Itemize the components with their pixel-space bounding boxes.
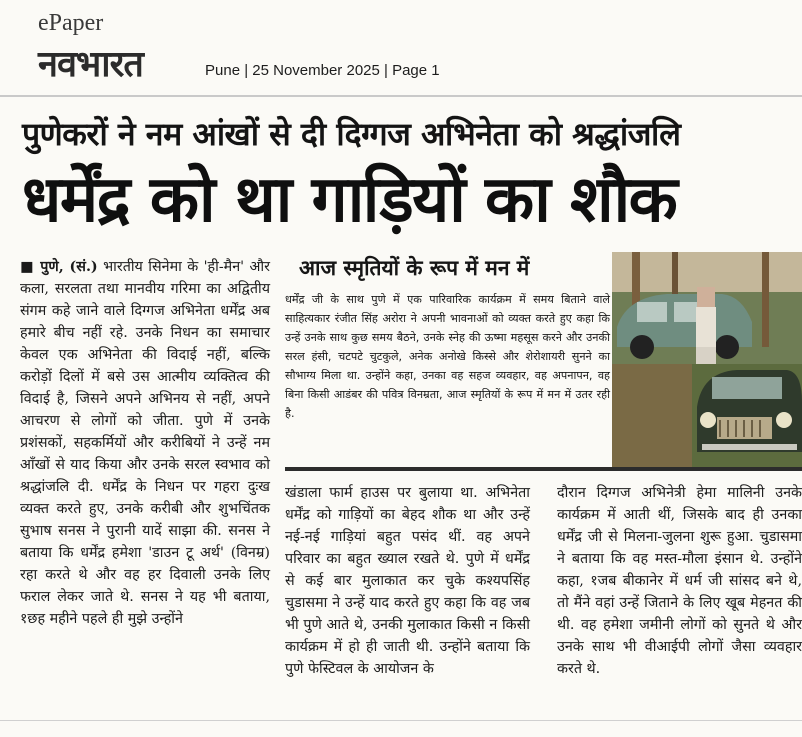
bullet-icon: ■ — [20, 259, 41, 275]
article-column-1 — [20, 256, 270, 630]
article-column-2: खंडाला फार्म हाउस पर बुलाया था. अभिनेता धर्मेंद्र को गाड़ियों का बेहद शौक था और उन्हें नई-नई गाड़ियां बहुत पसंद थीं. वह अपने परिवार का बहुत ख्याल रखते थे. पुणे में धर्मेंद्र से कई बार मुलाकात कर चुके कश्यपसिंह चुडासमा ने उन्हें याद करते हुए कहा कि वह जब भी पुणे आते थे, उनकी मुलाकात किसी न किसी कार्यक्रम में हो ही जाती थी. उन्होंने बताया कि पुणे फेस्टिवल के आयोजन के — [285, 485, 530, 677]
article-kicker: पुणेकरों ने नम आंखों से दी दिग्गज अभिनेता को श्रद्धांजलि — [22, 115, 681, 153]
section-divider — [285, 467, 802, 471]
article-byline: पुणे, (सं.) — [40, 259, 98, 275]
masthead-divider — [0, 95, 802, 97]
column-1-text: भारतीय सिनेमा के 'ही-मैन' और कला, सरलता तथा मानवीय गरिमा का अद्वितीय संगम कहे जाने वाले दिग्गज अभिनेता धर्मेंद्र अब हमारे बीच नहीं रहे. उनके निधन का समाचार केवल एक अभिनेता की विदाई नहीं, बल्कि करोड़ों दिलों में बसे उस आत्मीय व्यक्तित्व की विदाई है, जिसने अपने अभिनय से नहीं, अपने आचरण से लोगों को जीता. पुणे में उनके प्रशंसकों, सहकर्मियों और करीबियों ने उन्हें नम आँखों से याद किया और उनके सरल स्वभाव को श्रद्धांजलि दी. धर्मेंद्र के निधन पर गहरा दुःख व्यक्त करते हुए, उनके करीबी और शुभचिंतक सुभाष सनस ने पुरानी यादें साझा की. सनस ने बताया कि धर्मेंद्र हमेशा 'डाउन टू अर्थ' (विनम्र) रहा करते थे और वह हर दिवाली उनके लिए फराल लेकर जाते थे. सनस ने यह भी बताया, १छह महीने पहले ही मुझे उन्होंने — [20, 259, 270, 627]
edition-info: Pune | 25 November 2025 | Page 1 — [205, 62, 440, 79]
article-headline: धर्मेंद्र को था गाड़ियों का शौक — [22, 163, 677, 237]
page-bottom-rule — [0, 720, 802, 721]
vintage-car-photo-image — [612, 252, 802, 467]
sidebar-box-title: आज स्मृतियों के रूप में मन में — [299, 256, 530, 280]
sidebar-box-text: धर्मेंद्र जी के साथ पुणे में एक पारिवारिक कार्यक्रम में समय बिताने वाले साहित्यकार रंजीत सिंह अरोरा ने अपनी भावनाओं को व्यक्त करते हुए कहा कि उन्हें उनके साथ कुछ समय बैठने, उनके स्नेह की ऊष्मा महसूस करने और उनकी सरल हंसी, चटपटे चुटकुले, अनेक अनोखे किस्से और शेरोशायरी सुनने का सौभाग्य मिला था. उन्होंने कहा, उनका वह सहज व्यवहार, वह अपनापन, वह बिना किसी आडंबर की पवित्र विनम्रता, आज स्मृतियों के रूप में मन में उतर रही है. — [285, 293, 610, 420]
newspaper-logo[interactable]: नवभारत — [38, 44, 143, 85]
masthead — [0, 0, 802, 95]
article-photo — [612, 252, 802, 467]
epaper-label: ePaper — [38, 10, 104, 36]
article-column-3: दौरान दिग्गज अभिनेत्री हेमा मालिनी उनके कार्यक्रम में आती थीं, जिसके बाद ही उनका धर्मेंद्र जी से मिलना-जुलना शुरू हुआ. चुडासमा ने बताया कि वह मस्त-मौला इंसान थे. उन्होंने कहा, १जब बीकानेर में धर्म जी सांसद बने थे, तो मैंने वहां उन्हें जिताने के लिए खूब मेहनत की थी. वह हमेशा जमीनी लोगों को सुनते थे और उनके साथ भी वीआईपी लोगों जैसा व्यवहार करते थे. — [557, 485, 802, 677]
sidebar-box — [285, 252, 610, 467]
